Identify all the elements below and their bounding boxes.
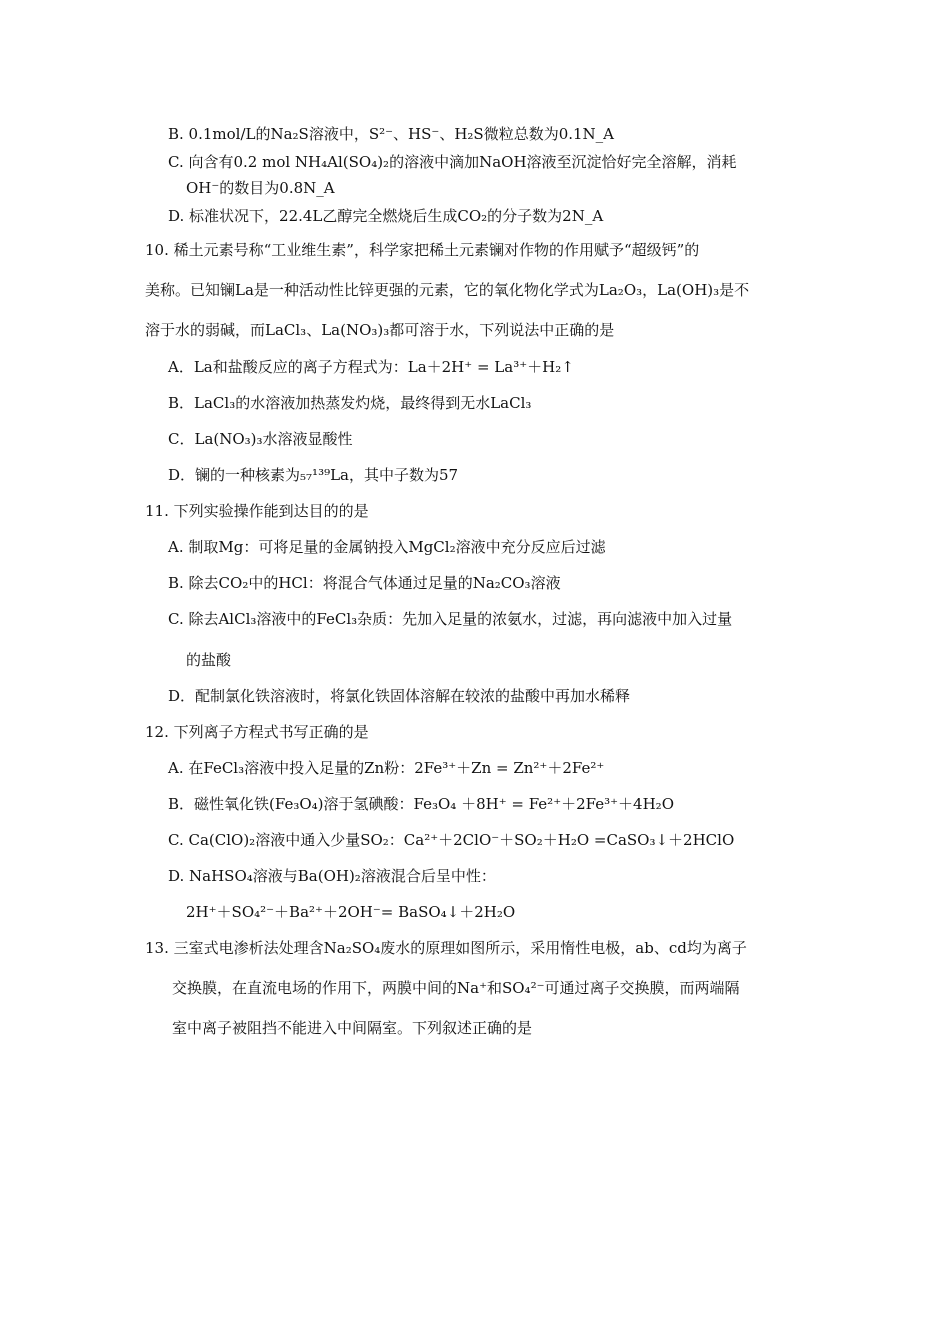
q11-stem: 11. 下列实验操作能到达目的的是 bbox=[145, 502, 369, 520]
q13-stem-line2: 交换膜，在直流电场的作用下，两膜中间的Na⁺和SO₄²⁻可通过离子交换膜，而两端隔 bbox=[172, 979, 740, 997]
q12-option-a: A. 在FeCl₃溶液中投入足量的Zn粉：2Fe³⁺＋Zn = Zn²⁺＋2Fe²⁺ bbox=[168, 759, 605, 777]
q9-option-b: B. 0.1mol/L的Na₂S溶液中，S²⁻、HS⁻、H₂S微粒总数为0.1N_A bbox=[168, 125, 615, 143]
q11-option-b: B. 除去CO₂中的HCl：将混合气体通过足量的Na₂CO₃溶液 bbox=[168, 574, 561, 592]
q11-option-c: C. 除去AlCl₃溶液中的FeCl₃杂质：先加入足量的浓氨水，过滤，再向滤液中加入过量 bbox=[168, 610, 733, 628]
q10-option-a: A．La和盐酸反应的离子方程式为：La＋2H⁺ = La³⁺＋H₂↑ bbox=[168, 358, 574, 376]
q10-option-d: D．镧的一种核素为₅₇¹³⁹La，其中子数为57 bbox=[168, 466, 459, 484]
q12-option-d-equation: 2H⁺＋SO₄²⁻＋Ba²⁺＋2OH⁻= BaSO₄↓＋2H₂O bbox=[186, 903, 516, 921]
q13-stem-line3: 室中离子被阻挡不能进入中间隔室。下列叙述正确的是 bbox=[172, 1019, 533, 1037]
q9-option-c-continued: OH⁻的数目为0.8N_A bbox=[186, 179, 335, 197]
q10-option-b: B．LaCl₃的水溶液加热蒸发灼烧，最终得到无水LaCl₃ bbox=[168, 394, 532, 412]
q11-option-c-continued: 的盐酸 bbox=[186, 651, 232, 669]
q12-option-d: D. NaHSO₄溶液与Ba(OH)₂溶液混合后呈中性： bbox=[168, 867, 496, 885]
q10-stem-line1: 10. 稀土元素号称“工业维生素”，科学家把稀土元素镧对作物的作用赋予“超级钙”的 bbox=[145, 241, 700, 259]
q10-option-c: C．La(NO₃)₃水溶液显酸性 bbox=[168, 430, 353, 448]
q12-option-b: B．磁性氧化铁(Fe₃O₄)溶于氢碘酸：Fe₃O₄ ＋8H⁺ = Fe²⁺＋2Fe³⁺＋4H₂O bbox=[168, 795, 674, 813]
q12-stem: 12. 下列离子方程式书写正确的是 bbox=[145, 723, 369, 741]
q11-option-d: D．配制氯化铁溶液时，将氯化铁固体溶解在较浓的盐酸中再加水稀释 bbox=[168, 687, 631, 705]
q12-option-c: C. Ca(ClO)₂溶液中通入少量SO₂：Ca²⁺＋2ClO⁻＋SO₂＋H₂O =CaSO₃↓＋2HClO bbox=[168, 831, 735, 849]
q9-option-c: C. 向含有0.2 mol NH₄Al(SO₄)₂的溶液中滴加NaOH溶液至沉淀恰好完全溶解，消耗 bbox=[168, 153, 737, 171]
q13-stem-line1: 13. 三室式电渗析法处理含Na₂SO₄废水的原理如图所示，采用惰性电极，ab、cd均为离子 bbox=[145, 939, 747, 957]
q10-stem-line2: 美称。已知镧La是一种活动性比锌更强的元素，它的氧化物化学式为La₂O₃，La(OH)₃是不 bbox=[145, 281, 750, 299]
q10-stem-line3: 溶于水的弱碱，而LaCl₃、La(NO₃)₃都可溶于水，下列说法中正确的是 bbox=[145, 321, 615, 339]
q9-option-d: D. 标准状况下，22.4L乙醇完全燃烧后生成CO₂的分子数为2N_A bbox=[168, 207, 604, 225]
q11-option-a: A. 制取Mg：可将足量的金属钠投入MgCl₂溶液中充分反应后过滤 bbox=[168, 538, 606, 556]
